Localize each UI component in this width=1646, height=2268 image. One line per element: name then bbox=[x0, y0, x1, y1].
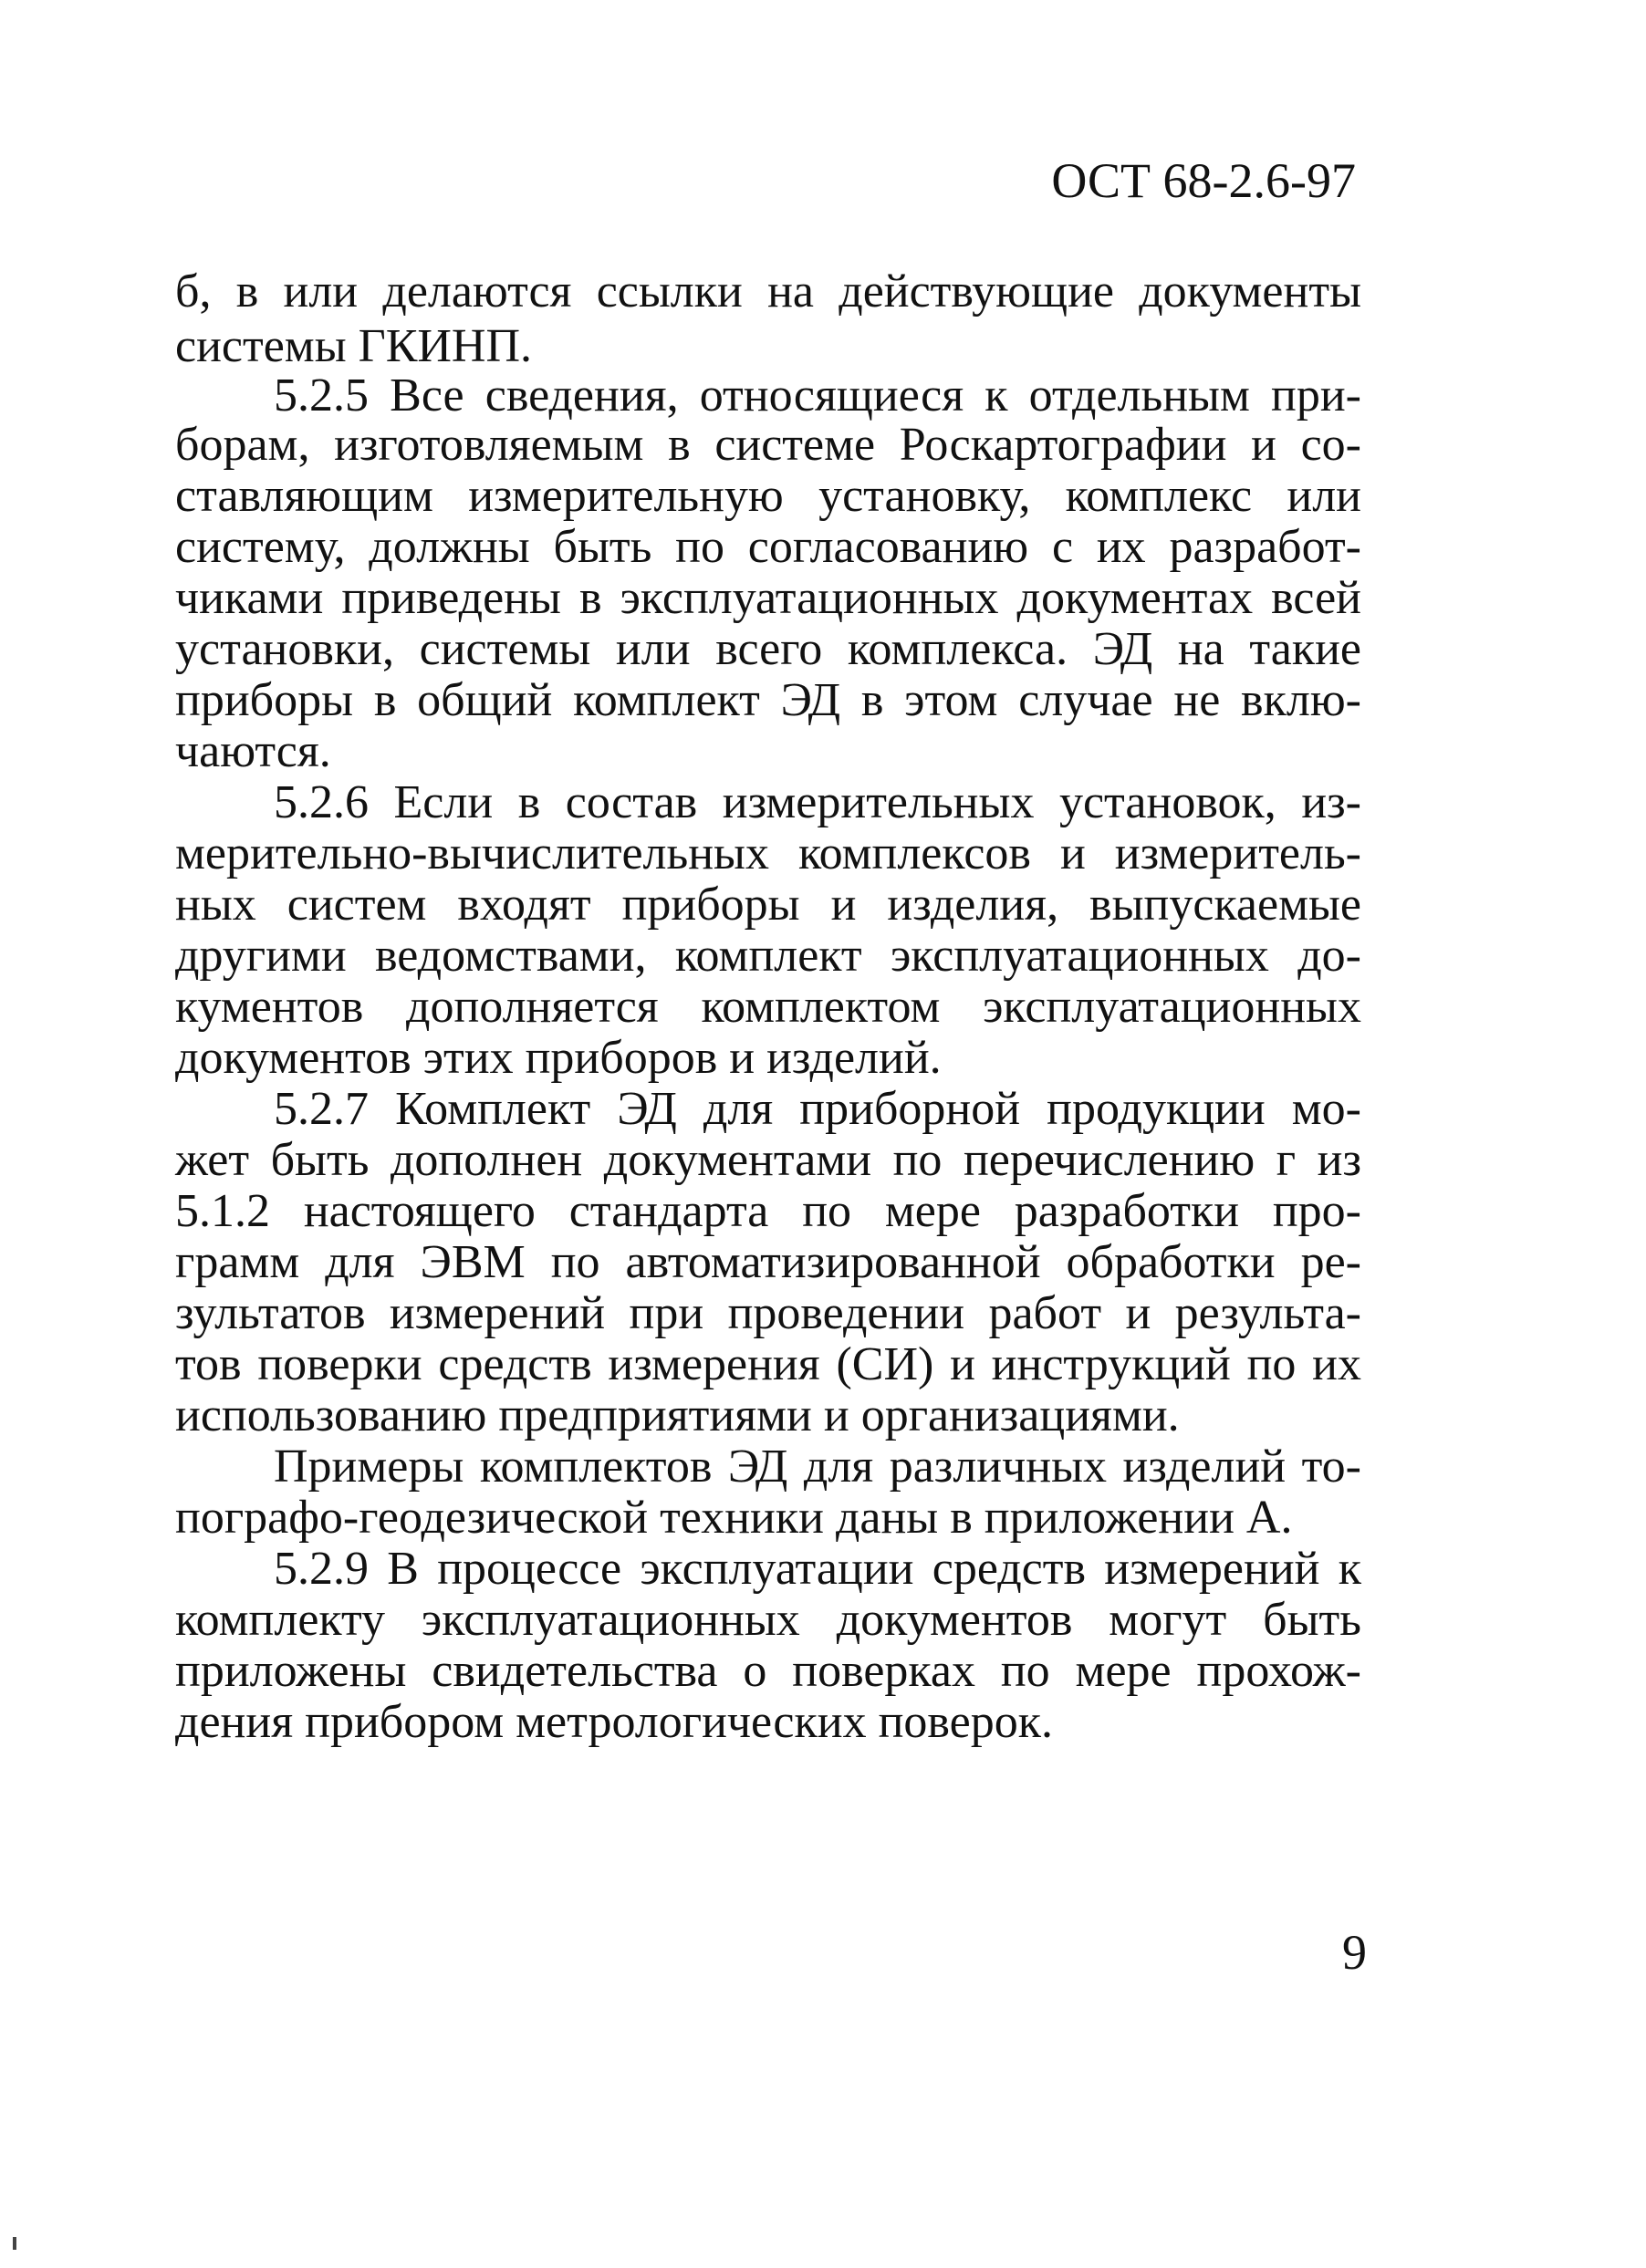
text-line: 5.2.5 Все сведения, относящиеся к отдельным при- bbox=[274, 369, 1361, 421]
text-line: приборы в общий комплект ЭД в этом случае не вклю- bbox=[175, 674, 1361, 726]
text-line: 5.1.2 настоящего стандарта по мере разработки про- bbox=[175, 1185, 1361, 1237]
document-code-header: ОСТ 68-2.6-97 bbox=[1051, 153, 1356, 208]
text-line: приложены свидетельства о поверках по мере прохож- bbox=[175, 1645, 1361, 1697]
text-line: системы ГКИНП. bbox=[175, 320, 533, 372]
text-line: 5.2.7 Комплект ЭД для приборной продукции мо- bbox=[274, 1083, 1361, 1135]
text-line: дения прибором метрологических поверок. bbox=[175, 1696, 1054, 1748]
text-line: 5.2.9 В процессе эксплуатации средств измерений к bbox=[274, 1543, 1361, 1595]
text-line: Примеры комплектов ЭД для различных изделий то- bbox=[274, 1441, 1361, 1493]
text-line: б, в или делаются ссылки на действующие документы bbox=[175, 265, 1361, 317]
text-line: жет быть дополнен документами по перечислению г из bbox=[175, 1134, 1361, 1186]
text-line: грамм для ЭВМ по автоматизированной обработки ре- bbox=[175, 1236, 1361, 1288]
text-line: использованию предприятиями и организациями. bbox=[175, 1389, 1180, 1441]
text-line: установки, системы или всего комплекса. ЭД на такие bbox=[175, 623, 1361, 675]
text-line: борам, изготовляемым в системе Роскартографии и со- bbox=[175, 419, 1361, 471]
text-line: систему, должны быть по согласованию с их разработ- bbox=[175, 521, 1361, 573]
text-line: чиками приведены в эксплуатационных документах всей bbox=[175, 572, 1361, 624]
text-line: пографо-геодезической техники даны в приложении А. bbox=[175, 1492, 1293, 1544]
text-line: 5.2.6 Если в состав измерительных установок, из- bbox=[274, 776, 1361, 828]
text-line: мерительно-вычислительных комплексов и измеритель- bbox=[175, 827, 1361, 879]
page-number: 9 bbox=[1342, 1925, 1367, 1980]
text-line: чаются. bbox=[175, 725, 331, 777]
text-line: кументов дополняется комплектом эксплуатационных bbox=[175, 981, 1361, 1033]
text-line: ставляющим измерительную установку, комплекс или bbox=[175, 470, 1361, 522]
scan-speck bbox=[13, 2237, 16, 2250]
text-line: комплекту эксплуатационных документов могут быть bbox=[175, 1594, 1361, 1646]
text-line: другими ведомствами, комплект эксплуатационных до- bbox=[175, 930, 1361, 982]
text-line: тов поверки средств измерения (СИ) и инструкций по их bbox=[175, 1338, 1361, 1390]
text-line: ных систем входят приборы и изделия, выпускаемые bbox=[175, 879, 1361, 931]
text-line: зультатов измерений при проведении работ и результа- bbox=[175, 1287, 1361, 1339]
text-line: документов этих приборов и изделий. bbox=[175, 1032, 942, 1084]
